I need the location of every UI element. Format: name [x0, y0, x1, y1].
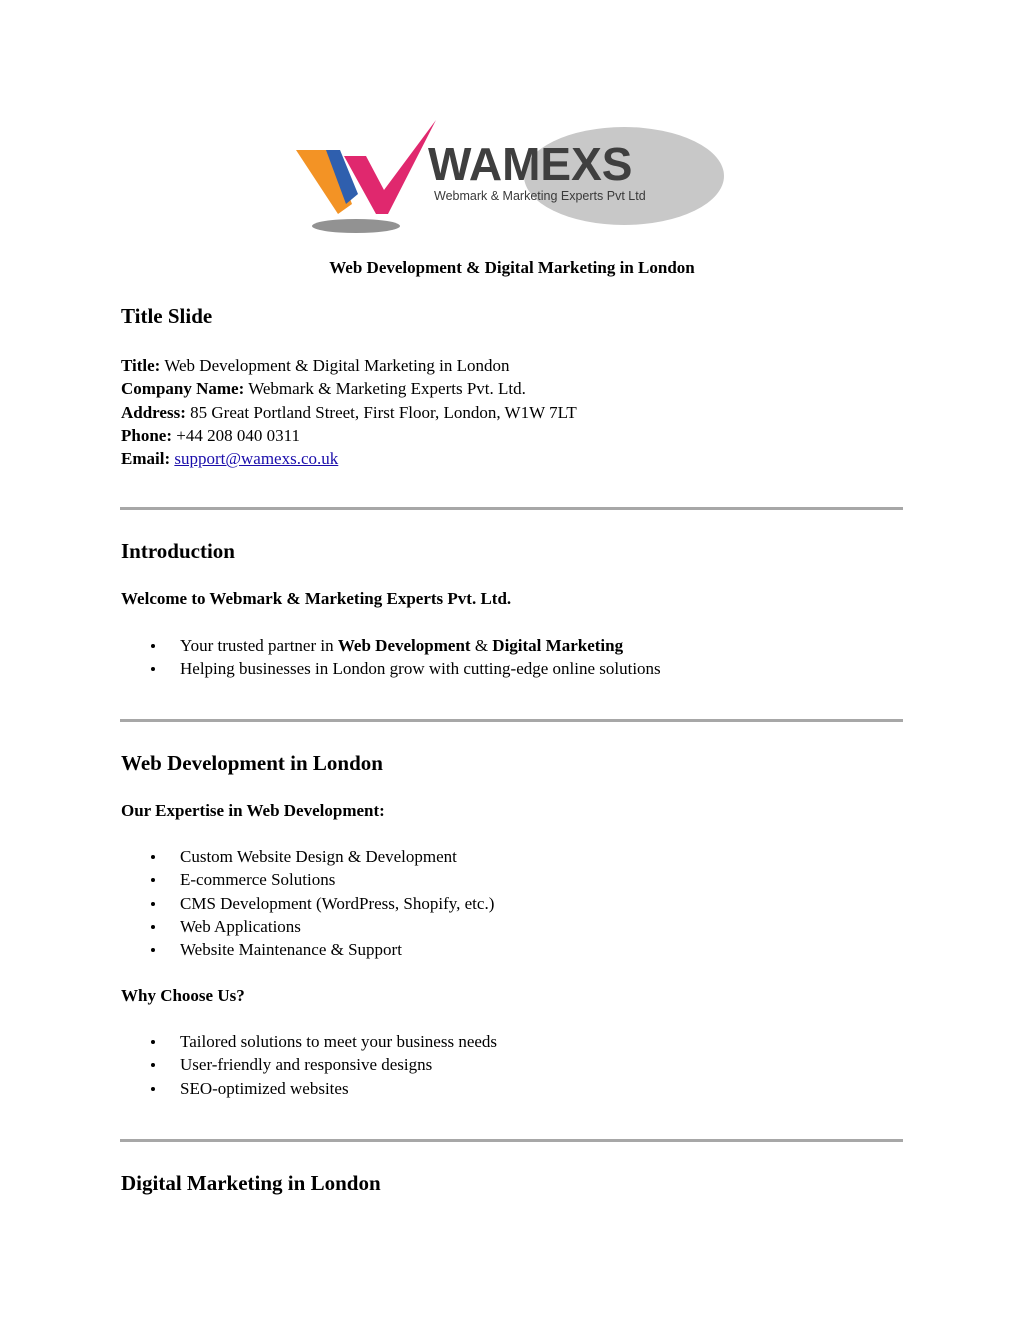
email-link[interactable]: support@wamexs.co.uk [174, 449, 339, 469]
list-item: CMS Development (WordPress, Shopify, etc.) [150, 892, 494, 915]
heading-title-slide: Title Slide [121, 304, 213, 328]
info-company-row [121, 377, 577, 400]
document-title: Web Development & Digital Marketing in London [329, 258, 695, 277]
list-item: Website Maintenance & Support [150, 938, 494, 961]
why-subheading: Why Choose Us? [121, 986, 245, 1005]
company-info-block [121, 354, 577, 470]
info-value: 85 Great Portland Street, First Floor, London, W1W 7LT [190, 402, 577, 422]
section-divider [120, 507, 903, 510]
list-item: E-commerce Solutions [150, 868, 494, 891]
logo-tagline: Webmark & Marketing Experts Pvt Ltd [434, 189, 646, 203]
info-value: +44 208 040 0311 [176, 425, 300, 445]
section-divider [120, 719, 903, 722]
info-title-row [121, 354, 577, 377]
list-item: User-friendly and responsive designs [150, 1053, 497, 1076]
list-item: Web Applications [150, 915, 494, 938]
heading-introduction: Introduction [121, 539, 235, 563]
info-phone-row [121, 424, 577, 447]
list-item: SEO-optimized websites [150, 1077, 497, 1100]
info-address-row [121, 401, 577, 424]
info-label: Address: [121, 402, 186, 422]
info-value: Webmark & Marketing Experts Pvt. Ltd. [248, 379, 526, 399]
why-list [150, 1030, 497, 1100]
list-text: Your trusted partner in [180, 636, 338, 655]
info-label: Email: [121, 449, 171, 469]
list-bold-text: Web Development [337, 636, 471, 655]
intro-subheading: Welcome to Webmark & Marketing Experts Pvt. Ltd. [121, 589, 512, 608]
info-label: Title: [121, 356, 161, 375]
expertise-subheading: Our Expertise in Web Development: [121, 801, 385, 820]
info-value: Web Development & Digital Marketing in London [164, 356, 510, 375]
list-item: Custom Website Design & Development [150, 845, 494, 868]
list-bold-text: Digital Marketing [492, 636, 624, 655]
list-item: Helping businesses in London grow with cutting-edge online solutions [150, 657, 661, 680]
info-label: Company Name: [121, 379, 245, 399]
list-item [150, 634, 661, 657]
heading-web-development: Web Development in London [121, 751, 383, 775]
section-divider [120, 1139, 903, 1142]
info-email-row [121, 447, 577, 470]
info-label: Phone: [121, 425, 172, 445]
heading-digital-marketing: Digital Marketing in London [121, 1171, 381, 1195]
wamexs-logo [296, 118, 728, 238]
intro-list [150, 634, 661, 681]
logo-wordmark: WAMEXS [428, 138, 633, 190]
list-text: & [470, 636, 493, 655]
expertise-list [150, 845, 494, 961]
list-item: Tailored solutions to meet your business needs [150, 1030, 497, 1053]
